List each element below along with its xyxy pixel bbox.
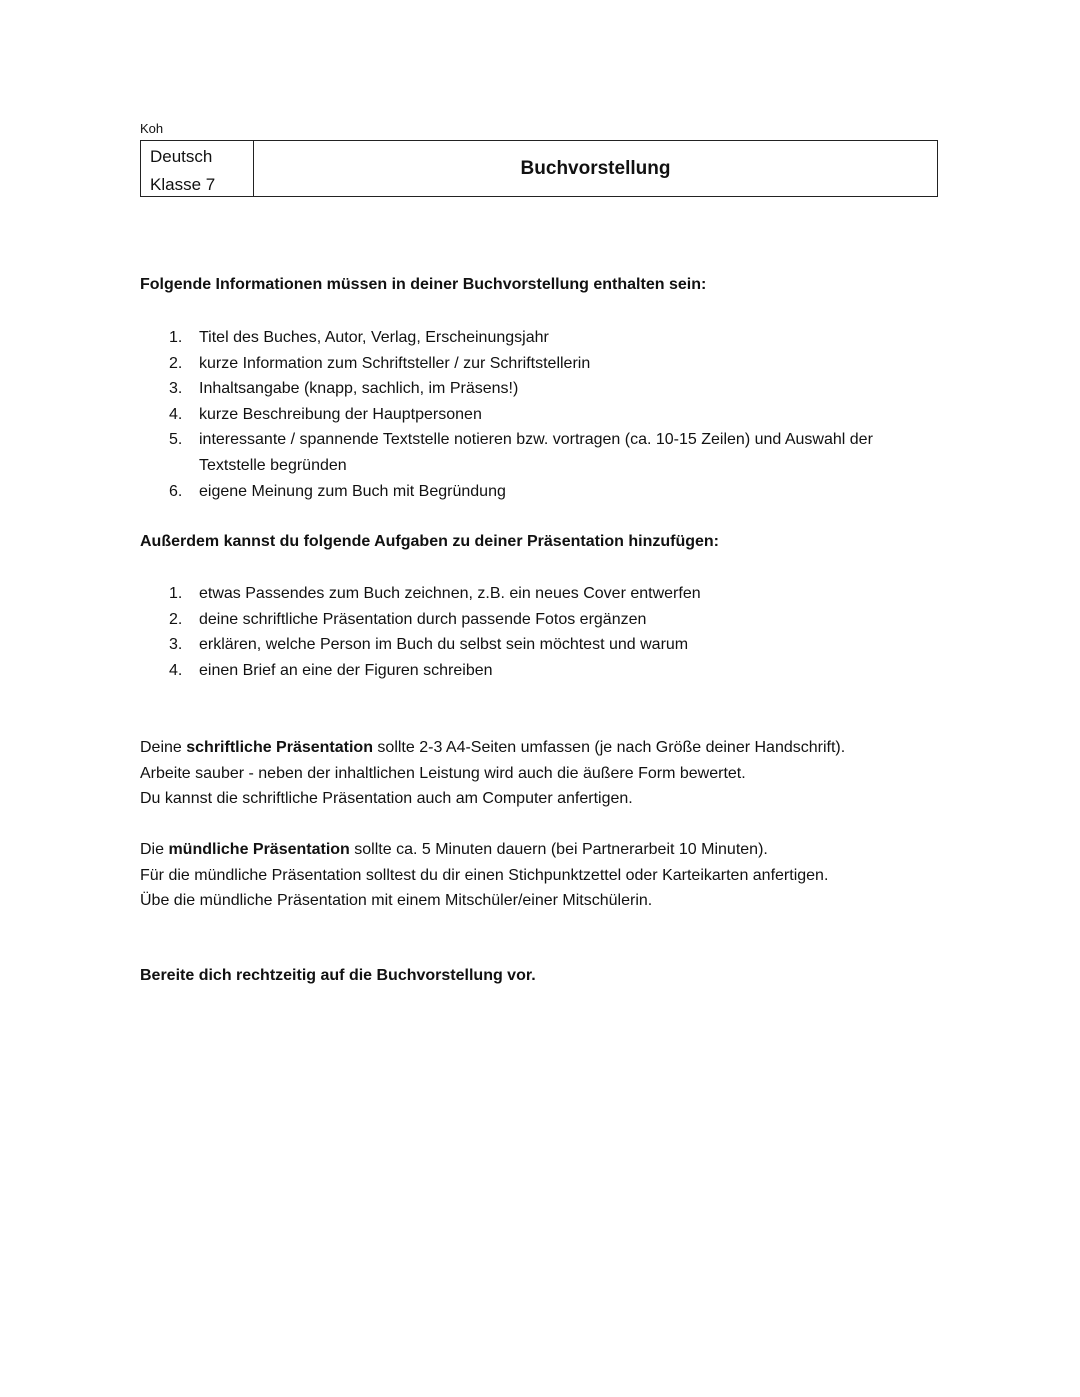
list-item: 1. Titel des Buches, Autor, Verlag, Erscheinungsjahr [169, 329, 549, 346]
grade-label: Klasse 7 [150, 175, 216, 194]
list-item: 1. etwas Passendes zum Buch zeichnen, z.B. ein neues Cover entwerfen [169, 585, 701, 602]
list-item: 3. Inhaltsangabe (knapp, sachlich, im Präsens!) [169, 380, 519, 398]
list-item: 2. deine schriftliche Präsentation durch passende Fotos ergänzen [169, 610, 647, 628]
list-item: 3. erklären, welche Person im Buch du selbst sein möchtest und warum [169, 636, 689, 654]
optional-list [140, 581, 920, 683]
list-item: 5. interessante / spannende Textstelle notieren bzw. vortragen (ca. 10-15 Zeilen) und Auswahl der Textstelle begründen [169, 431, 873, 474]
header-class-cell [141, 141, 254, 196]
closing-note: Bereite dich rechtzeitig auf die Buchvorstellung vor. [140, 967, 536, 984]
required-heading: Folgende Informationen müssen in deiner Buchvorstellung enthalten sein: [140, 276, 707, 293]
list-item: 2. kurze Information zum Schriftsteller / zur Schriftstellerin [169, 354, 591, 372]
list-item: 4. einen Brief an eine der Figuren schreiben [169, 661, 493, 679]
header-table [140, 140, 938, 197]
list-item: 6. eigene Meinung zum Buch mit Begründung [169, 482, 506, 500]
required-list [140, 325, 920, 504]
page-title: Buchvorstellung [520, 157, 671, 179]
optional-heading: Außerdem kannst du folgende Aufgaben zu deiner Präsentation hinzufügen: [140, 533, 719, 550]
subject-label: Deutsch [150, 147, 213, 166]
oral-presentation-paragraph: Die mündliche Präsentation sollte ca. 5 Minuten dauern (bei Partnerarbeit 10 Minuten). Für die mündliche Präsentation solltest du dir einen Stichpunktzettel oder Karteikarten anfertigen. Übe die mündliche Präsentation mit einem Mitschüler/einer Mitschülerin. [140, 841, 829, 910]
author-initials: Koh [140, 121, 164, 136]
list-item: 4. kurze Beschreibung der Hauptpersonen [169, 405, 482, 423]
written-presentation-paragraph: Deine schriftliche Präsentation sollte 2-3 A4-Seiten umfassen (je nach Größe deiner Handschrift). Arbeite sauber - neben der inhaltlichen Leistung wird auch die äußere Form bewertet. Du kannst die schriftliche Präsentation auch am Computer anfertigen. [140, 739, 846, 808]
